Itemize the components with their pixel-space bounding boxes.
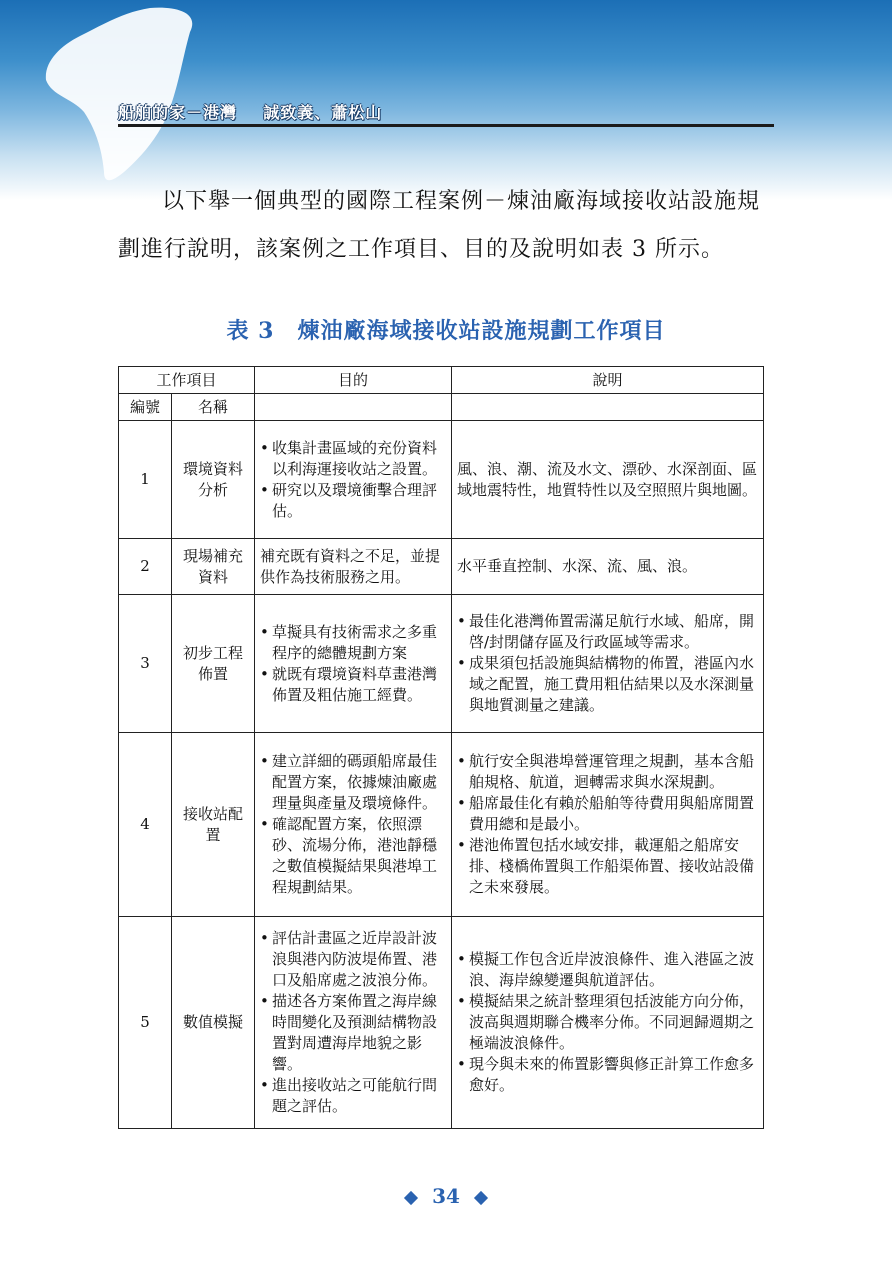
diamond-icon: [404, 1190, 418, 1204]
row-description: [452, 595, 764, 733]
page-number: 34: [432, 1184, 460, 1208]
description-item: • 模擬結果之統計整理須包括波能方向分佈，波高與週期聯合機率分佈。不同迴歸週期之極端波浪條件。: [457, 991, 758, 1054]
row-description: 水平垂直控制、水深、流、風、浪。: [452, 539, 764, 595]
table-subheader-row: [119, 394, 764, 421]
description-item: • 模擬工作包含近岸波浪條件、進入港區之波浪、海岸線變遷與航道評估。: [457, 949, 758, 991]
description-item: • 現今與未來的佈置影響與修正計算工作愈多愈好。: [457, 1054, 758, 1096]
row-purpose: [255, 421, 452, 539]
page-footer: [0, 1184, 892, 1208]
row-number: 4: [119, 733, 172, 917]
intro-paragraph: 以下舉一個典型的國際工程案例－煉油廠海域接收站設施規劃進行說明，該案例之工作項目、目的及說明如表 3 所示。: [118, 189, 761, 262]
header-work-item: 工作項目: [119, 367, 255, 394]
row-purpose: [255, 917, 452, 1129]
row-number: 1: [119, 421, 172, 539]
row-description: [452, 917, 764, 1129]
purpose-item: • 研究以及環境衝擊合理評估。: [260, 480, 446, 522]
header-purpose: 目的: [255, 367, 452, 394]
table-title: 表 3 煉油廠海域接收站設施規劃工作項目: [226, 318, 666, 344]
row-description: 風、浪、潮、流及水文、漂砂、水深剖面、區域地震特性，地質特性以及空照照片與地圖。: [452, 421, 764, 539]
row-description: [452, 733, 764, 917]
purpose-item: • 評估計畫區之近岸設計波浪與港內防波堤佈置、港口及船席處之波浪分佈。: [260, 928, 446, 991]
purpose-item: • 就既有環境資料草畫港灣佈置及粗估施工經費。: [260, 664, 446, 706]
row-name: 環境資料分析: [172, 421, 255, 539]
header-purpose-empty: [255, 394, 452, 421]
table-header-row: [119, 367, 764, 394]
description-item: • 成果須包括設施與結構物的佈置，港區內水域之配置，施工費用粗估結果以及水深測量與地質測量之建議。: [457, 653, 758, 716]
description-item: • 船席最佳化有賴於船舶等待費用與船席閒置費用總和是最小。: [457, 793, 758, 835]
header-description-empty: [452, 394, 764, 421]
row-purpose: [255, 733, 452, 917]
purpose-item: • 草擬具有技術需求之多重程序的總體規劃方案: [260, 622, 446, 664]
row-number: 3: [119, 595, 172, 733]
header-rule: [118, 124, 774, 127]
table-row: [119, 421, 764, 539]
description-item: • 航行安全與港埠營運管理之規劃，基本含船舶規格、航道，迴轉需求與水深規劃。: [457, 751, 758, 793]
row-name: 接收站配置: [172, 733, 255, 917]
row-purpose: [255, 595, 452, 733]
work-items-table: [118, 366, 764, 1129]
description-item: • 港池佈置包括水域安排，載運船之船席安排、棧橋佈置與工作船渠佈置、接收站設備之未來發展。: [457, 835, 758, 898]
purpose-item: • 描述各方案佈置之海岸線時間變化及預測結構物設置對周遭海岸地貌之影響。: [260, 991, 446, 1075]
table-row: [119, 733, 764, 917]
description-item: • 最佳化港灣佈置需滿足航行水域、船席，開啓/封閉儲存區及行政區域等需求。: [457, 611, 758, 653]
row-number: 2: [119, 539, 172, 595]
purpose-item: • 建立詳細的碼頭船席最佳配置方案，依據煉油廠處理量與產量及環境條件。: [260, 751, 446, 814]
table-row: [119, 595, 764, 733]
authors: 誠致義、蕭松山: [263, 103, 383, 122]
running-header: [118, 100, 382, 123]
header-name: 名稱: [172, 394, 255, 421]
book-title: 船舶的家－港灣: [118, 103, 238, 122]
row-name: 初步工程佈置: [172, 595, 255, 733]
diamond-icon: [474, 1190, 488, 1204]
header-number: 編號: [119, 394, 172, 421]
table-row: [119, 539, 764, 595]
purpose-item: • 進出接收站之可能航行問題之評估。: [260, 1075, 446, 1117]
purpose-item: • 確認配置方案，依照漂砂、流場分佈，港池靜穩之數值模擬結果與港埠工程規劃結果。: [260, 814, 446, 898]
row-name: 現場補充資料: [172, 539, 255, 595]
row-purpose: 補充既有資料之不足，並提供作為技術服務之用。: [255, 539, 452, 595]
row-name: 數值模擬: [172, 917, 255, 1129]
purpose-item: • 收集計畫區域的充份資料以利海運接收站之設置。: [260, 438, 446, 480]
header-description: 說明: [452, 367, 764, 394]
table-row: [119, 917, 764, 1129]
row-number: 5: [119, 917, 172, 1129]
